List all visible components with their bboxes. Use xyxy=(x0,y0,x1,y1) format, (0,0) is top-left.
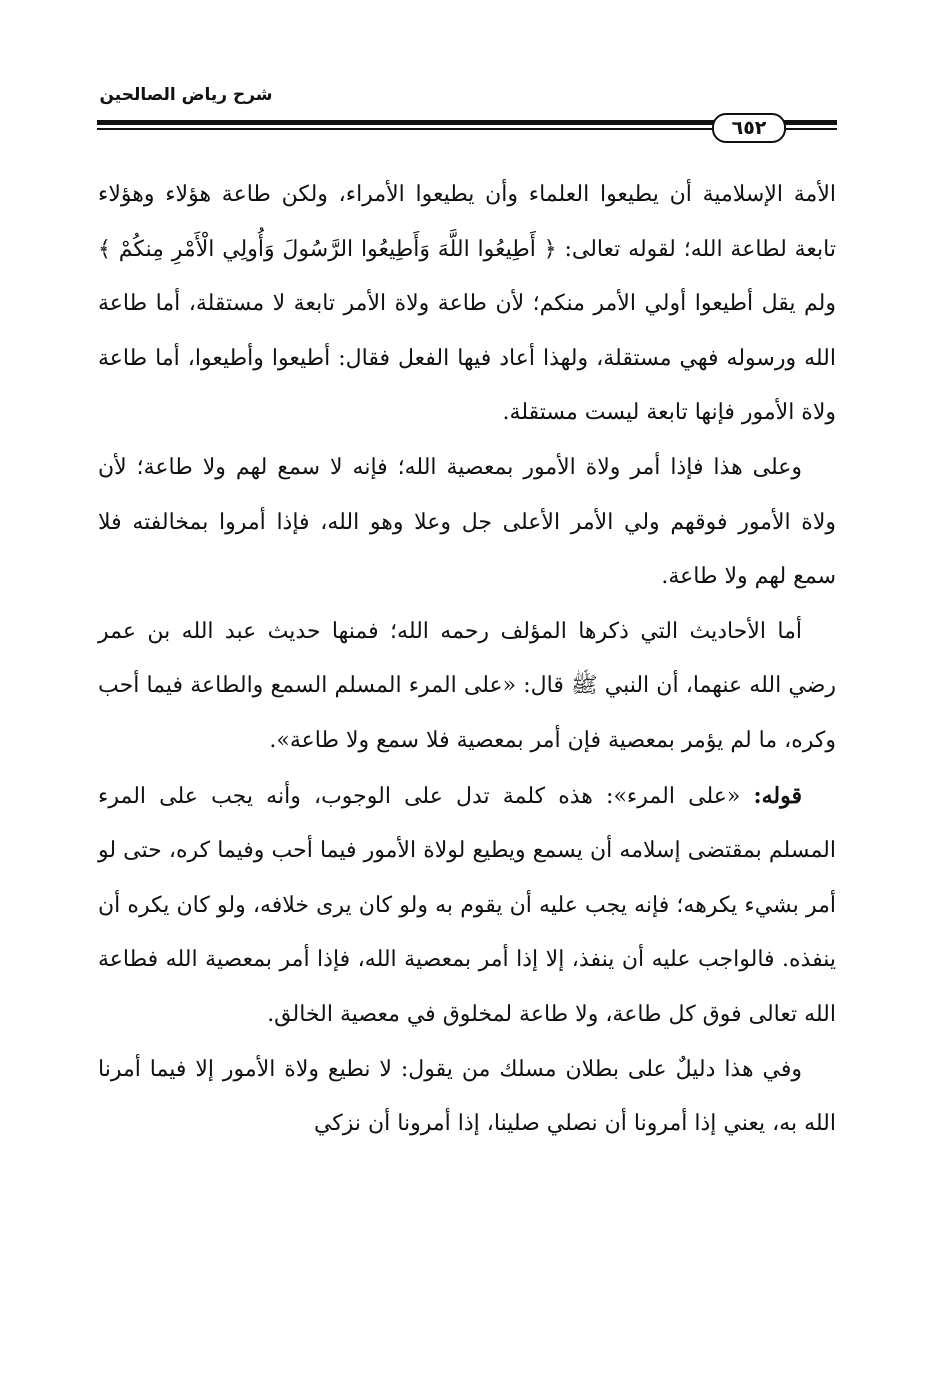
paragraph xyxy=(98,769,836,1043)
main-text xyxy=(98,168,836,1152)
page-number-badge: ٦٥٢ xyxy=(712,113,786,143)
paragraph-body: «على المرء»: هذه كلمة تدل على الوجوب، وأنه يجب على المرء المسلم بمقتضى إسلامه أن يسمع ويطيع لولاة الأمور فيما أحب وفيما كره، حتى لو أمر بشيء يكرهه؛ فإنه يجب عليه أن يقوم به ولو كان يرى خلافه، ولو كان يكره أن ينفذه. فالواجب عليه أن ينفذ، إلا إذا أمر بمعصية الله، فإذا أمر بمعصية الله فطاعة الله تعالى فوق كل طاعة، ولا طاعة لمخلوق في معصية الخالق. xyxy=(98,783,836,1027)
paragraph-lead-word: قوله: xyxy=(753,782,802,809)
paragraph: أما الأحاديث التي ذكرها المؤلف رحمه الله؛ فمنها حديث عبد الله بن عمر رضي الله عنهما، أن النبي ﷺ قال: «على المرء المسلم السمع والطاعة فيما أحب وكره، ما لم يؤمر بمعصية فإن أمر بمعصية فلا سمع ولا طاعة». xyxy=(98,618,836,753)
paragraph: وعلى هذا فإذا أمر ولاة الأمور بمعصية الله؛ فإنه لا سمع لهم ولا طاعة؛ لأن ولاة الأمور فوقهم ولي الأمر الأعلى جل وعلا وهو الله، فإذا أمروا بمخالفته فلا سمع لهم ولا طاعة. xyxy=(98,454,836,590)
paragraph: وفي هذا دليلٌ على بطلان مسلك من يقول: لا نطيع ولاة الأمور إلا فيما أمرنا الله به، يعني إذا أمرونا أن نصلي صلينا، إذا أمرونا أن نزكي xyxy=(98,1056,836,1137)
running-head-title: شرح رياض الصالحين xyxy=(99,85,273,105)
paragraph: الأمة الإسلامية أن يطيعوا العلماء وأن يطيعوا الأمراء، ولكن طاعة هؤلاء وهؤلاء تابعة لطاعة الله؛ لقوله تعالى: ﴿ أَطِيعُوا اللَّهَ وَأَطِيعُوا الرَّسُولَ وَأُولِي الْأَمْرِ مِنكُمْ ﴾ ولم يقل أطيعوا أولي الأمر منكم؛ لأن طاعة ولاة الأمر تابعة لا مستقلة، أما طاعة الله ورسوله فهي مستقلة، ولهذا أعاد فيها الفعل فقال: أطيعوا وأطيعوا، أما طاعة ولاة الأمور فإنها تابعة ليست مستقلة. xyxy=(98,182,836,426)
